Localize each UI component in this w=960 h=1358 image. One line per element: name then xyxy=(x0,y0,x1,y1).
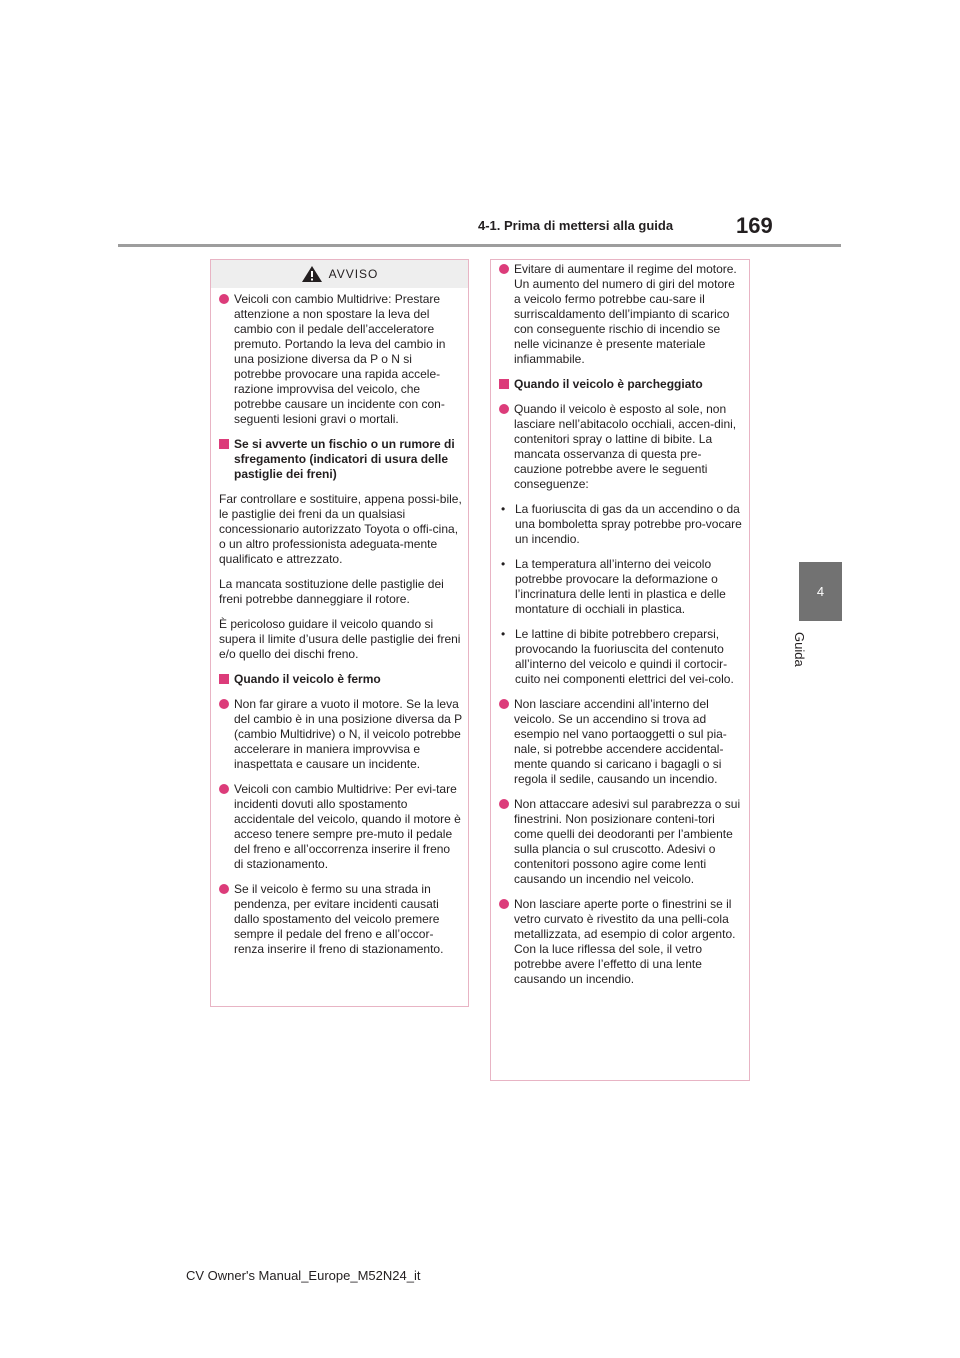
subheading-text: Quando il veicolo è parcheggiato xyxy=(514,377,703,391)
list-item-text: Evitare di aumentare il regime del motore. Un aumento del numero di giri del motore a veicolo fermo potrebbe cau-sare il surriscaldamento dell’impianto di scarico con conseguente rischio di incendio se nelle vicinanze è presente materiale infiammabile. xyxy=(514,262,737,366)
bullet-dot-icon xyxy=(499,899,509,909)
bullet-dot-icon xyxy=(499,404,509,414)
list-item-text: Veicoli con cambio Multidrive: Per evi-tare incidenti dovuti allo spostamento accidentale del veicolo, quando il motore è acceso tenere sempre pre-muto il pedale del freno e all’occorrenza inserire il freno di stazionamento. xyxy=(234,782,461,871)
warning-content-left xyxy=(211,288,468,957)
sub-list-item xyxy=(499,627,743,687)
section-title: 4-1. Prima di mettersi alla guida xyxy=(478,218,674,233)
sub-bullet-icon: • xyxy=(501,627,506,641)
bullet-dot-icon xyxy=(499,264,509,274)
warning-box-right xyxy=(490,259,750,1081)
list-item xyxy=(219,882,462,957)
chapter-tab-number[interactable]: 4 xyxy=(799,562,842,621)
footer-text: CV Owner's Manual_Europe_M52N24_it xyxy=(186,1268,421,1283)
bullet-dot-icon xyxy=(219,784,229,794)
list-item-text: Non attaccare adesivi sul parabrezza o sui finestrini. Non posizionare conteni-tori come quelli dei deodoranti per l’ambiente sulla plancia o sul cruscotto. Adesivi o contenitori possono agire come lenti causando un incendio nel veicolo. xyxy=(514,797,741,886)
sub-list-item-text: La fuoriuscita di gas da un accendino o da una bomboletta spray potrebbe pro-vocare un incendio. xyxy=(515,502,742,546)
list-item-text: Non far girare a vuoto il motore. Se la leva del cambio è in una posizione diversa da P (cambio Multidrive) o N, il veicolo potrebbe accelerare in maniera improvvisa e inaspettata e causare un incidente. xyxy=(234,697,462,771)
list-item-text: Non lasciare aperte porte o finestrini se il vetro curvato è rivestito da una pelli-cola metallizzata, ad esempio di color argento. Con la luce riflessa del sole, il vetro potrebbe avere l’effetto di una lente causando un incendio. xyxy=(514,897,736,986)
sub-bullet-icon: • xyxy=(501,557,506,571)
sub-list-item-text: La temperatura all’interno dei veicolo potrebbe provocare la deformazione o l’incrinatura delle lenti in plastica e delle montature di occhiali in plastica. xyxy=(515,557,726,616)
list-item-text: Veicoli con cambio Multidrive: Prestare attenzione a non spostare la leva del cambio con il pedale dell’acceleratore premuto. Portando la leva del cambio in una posizione diversa da P o N si potrebbe provocare una rapida accele-razione improvvisa del veicolo, che potrebbe causare un incidente con con-seguenti lesioni gravi o mortali. xyxy=(234,292,446,426)
list-item xyxy=(499,262,743,367)
header-rule xyxy=(118,244,841,247)
warning-label: AVVISO xyxy=(328,267,379,281)
paragraph: Far controllare e sostituire, appena possi-bile, le pastiglie dei freni da un qualsiasi concessionario autorizzato Toyota o offi-cina, o un altro professionista adeguata-mente qualificato e attrezzato. xyxy=(219,492,462,566)
bullet-dot-icon xyxy=(499,799,509,809)
paragraph: La mancata sostituzione delle pastiglie dei freni potrebbe danneggiare il rotore. xyxy=(219,577,444,606)
list-item xyxy=(219,292,462,427)
warning-header xyxy=(211,260,468,288)
subheading-text: Se si avverte un fischio o un rumore di sfregamento (indicatori di usura delle pastiglie dei freni) xyxy=(234,437,455,481)
bullet-dot-icon xyxy=(219,699,229,709)
warning-triangle-icon xyxy=(301,265,323,283)
list-item-text: Quando il veicolo è esposto al sole, non lasciare nell’abitacolo occhiali, accen-dini, contenitori spray o lattine di bibite. La mancata osservanza di questa pre-cauzione potrebbe avere le seguenti conseguenze: xyxy=(514,402,737,491)
square-bullet-icon xyxy=(219,439,229,449)
list-item xyxy=(499,797,743,887)
bullet-dot-icon xyxy=(219,294,229,304)
warning-content-right xyxy=(491,260,749,987)
subheading xyxy=(499,377,743,392)
list-item-text: Non lasciare accendini all’interno del veicolo. Se un accendino si trova ad esempio nel vano portaoggetti o sul pia-nale, si potrebbe accendere accidental-mente quando si caricano i bagagli o si regola il sedile, causando un incendio. xyxy=(514,697,727,786)
bullet-dot-icon xyxy=(499,699,509,709)
page-number: 169 xyxy=(736,213,773,238)
subheading xyxy=(219,437,462,482)
square-bullet-icon xyxy=(219,674,229,684)
sub-list-item xyxy=(499,557,743,617)
chapter-tab-label: Guida xyxy=(792,632,807,667)
list-item xyxy=(499,897,743,987)
sub-list-item xyxy=(499,502,743,547)
list-item xyxy=(499,697,743,787)
subheading xyxy=(219,672,462,687)
list-item xyxy=(499,402,743,492)
list-item xyxy=(219,782,462,872)
sub-bullet-icon: • xyxy=(501,502,506,516)
paragraph: È pericoloso guidare il veicolo quando si supera il limite d’usura delle pastiglie dei freni e/o quello dei dischi freno. xyxy=(219,617,461,661)
warning-box-left xyxy=(210,259,469,1007)
bullet-dot-icon xyxy=(219,884,229,894)
list-item xyxy=(219,697,462,772)
square-bullet-icon xyxy=(499,379,509,389)
list-item-text: Se il veicolo è fermo su una strada in pendenza, per evitare incidenti causati dallo spostamento del veicolo premere sempre il pedale del freno e all’occor-renza inserire il freno di stazionamento. xyxy=(234,882,444,956)
subheading-text: Quando il veicolo è fermo xyxy=(234,672,381,686)
sub-list-item-text: Le lattine di bibite potrebbero creparsi, provocando la fuoriuscita del contenuto all’interno del veicolo e quindi il cortocir-cuito nei componenti elettrici del vei-colo. xyxy=(515,627,734,686)
